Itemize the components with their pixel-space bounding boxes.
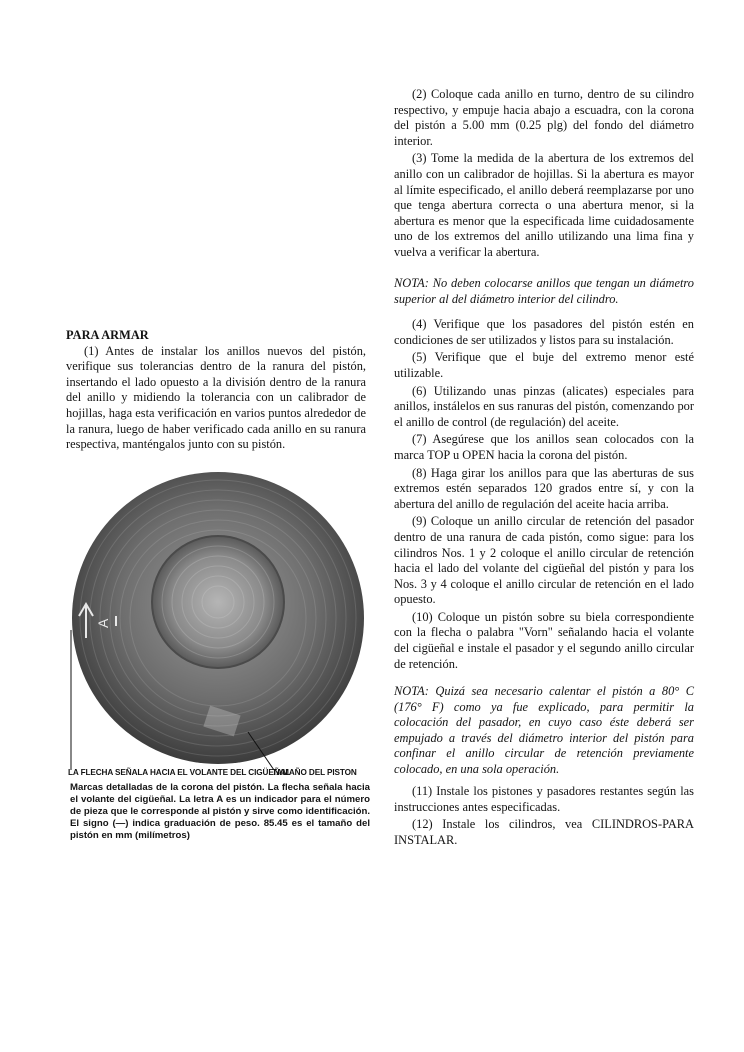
right-column-middle: [394, 276, 694, 674]
step-9: (9) Coloque un anillo circular de retención del pasador dentro de una ranura de cada pistón, como sigue: para los cilindros Nos. 1 y 2 coloque el anillo circular de retención hacia el lado del volante del cigüeñal del pistón y para los Nos. 3 y 4 coloque el anillo circular de retención en el lado opuesto.: [394, 514, 694, 607]
step-10: (10) Coloque un pistón sobre su biela correspondiente con la flecha o palabra "Vorn" señalando hacia el volante del cigüeñal e instale el pasador y el segundo anillo circular de retención.: [394, 609, 694, 671]
step-8: (8) Haga girar los anillos para que las aberturas de sus extremos estén separados 120 grados entre sí, y con la abertura del anillo de regulación del aceite hacia arriba.: [394, 465, 694, 511]
step-11: (11) Instale los pistones y pasadores restantes según las instrucciones antes especificadas.: [394, 784, 694, 814]
right-column-note: [394, 684, 694, 780]
step-3: (3) Tome la medida de la abertura de los extremos del anillo con un calibrador de hojillas. Si la abertura es mayor al límite especificado, el anillo deberá reemplazarse por uno que tenga abertura correcta o una abertura menor, si la abertura es menor que la especificada lime cuidadosamente uno de los extremos del anillo utilizando una lima fina y vuelva a verificar la abertura.: [394, 151, 694, 259]
note-2: NOTA: Quizá sea necesario calentar el pistón a 80° C (176° F) como ya fue explicado, para permitir la colocación del pasador, en cuyo caso éste deberá ser empujado a través del diámetro interior del pistón para confinar el anillo circular de retención previamente colocado, en una sola operación.: [394, 684, 694, 776]
step-4: (4) Verifique que los pasadores del pistón estén en condiciones de ser utilizados y listos para su instalación.: [394, 317, 694, 347]
step-12: (12) Instale los cilindros, vea CILINDROS-PARA INSTALAR.: [394, 817, 694, 847]
step-5: (5) Verifique que el buje del extremo menor esté utilizable.: [394, 350, 694, 380]
piston-crown-photo: [66, 470, 366, 770]
step-6: (6) Utilizando unas pinzas (alicates) especiales para anillos, instálelos en sus ranuras del pistón, comenzando por el anillo de control (de regulación) del aceite.: [394, 383, 694, 429]
note-1: NOTA: No deben colocarse anillos que tengan un diámetro superior al del diámetro interior del cilindro.: [394, 276, 694, 306]
part-letter-marking: A: [95, 618, 111, 628]
section-heading: PARA ARMAR: [66, 328, 149, 342]
step-2: (2) Coloque cada anillo en turno, dentro de su cilindro respectivo, y empuje hacia abajo a escuadra, con la corona del pistón a 5.00 mm (0.25 plg) del fondo del diámetro interior.: [394, 87, 694, 148]
size-label: TAMAÑO DEL PISTON: [272, 768, 357, 777]
figure-caption: Marcas detalladas de la corona del pistón. La flecha señala hacia el volante del cigüeñal. La letra A es un indicador para el número de pieza que le corresponde al pistón y sirve como identificación. El signo (—) indica graduación de peso. 85.45 es el tamaño del pistón en mm (milímetros): [70, 782, 370, 841]
right-column-bottom: [394, 784, 694, 850]
left-column: [66, 328, 366, 455]
piston-crown-illustration: [66, 470, 366, 770]
step-1: (1) Antes de instalar los anillos nuevos del pistón, verifique sus tolerancias dentro de la ranura del pistón, insertando el lado opuesto a la división dentro de la ranura del anillo y midiendo la tolerancia con un calibrador de hojillas, haga esta verificación en varios puntos alrededor de la ranura, luego de haber verificado cada anillo en su ranura respectiva, manténgalos junto con su pistón.: [66, 343, 366, 452]
right-column-top: [394, 87, 694, 263]
step-7: (7) Asegúrese que los anillos sean colocados con la marca TOP u OPEN hacia la corona del pistón.: [394, 432, 694, 462]
arrow-label: LA FLECHA SEÑALA HACIA EL VOLANTE DEL CIGÜEÑAL: [68, 768, 291, 777]
